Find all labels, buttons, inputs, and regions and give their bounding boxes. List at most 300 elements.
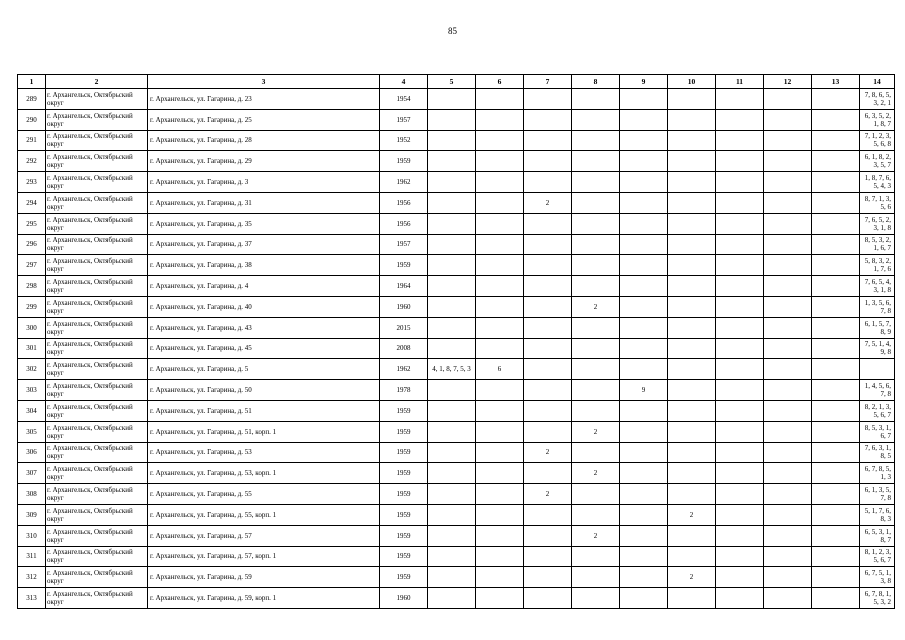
address-cell: г. Архангельск, ул. Гагарина, д. 3 <box>148 172 380 193</box>
col9-cell <box>620 484 668 505</box>
col13-cell <box>812 255 860 276</box>
col14-cell: 8, 7, 1, 3, 5, 6 <box>860 192 895 213</box>
year-cell: 2015 <box>380 317 428 338</box>
address-cell: г. Архангельск, ул. Гагарина, д. 53, корп. 1 <box>148 463 380 484</box>
col12-cell <box>764 338 812 359</box>
address-cell: г. Архангельск, ул. Гагарина, д. 55 <box>148 484 380 505</box>
address-cell: г. Архангельск, ул. Гагарина, д. 37 <box>148 234 380 255</box>
year-cell: 1959 <box>380 546 428 567</box>
col10-cell <box>668 421 716 442</box>
col11-cell <box>716 525 764 546</box>
col9-cell <box>620 89 668 110</box>
col10-cell <box>668 463 716 484</box>
col9-cell <box>620 338 668 359</box>
row-number-cell: 313 <box>18 588 46 609</box>
col13-cell <box>812 151 860 172</box>
col9-cell <box>620 504 668 525</box>
address-cell: г. Архангельск, ул. Гагарина, д. 40 <box>148 296 380 317</box>
col7-cell: 2 <box>524 484 572 505</box>
col14-cell: 5, 1, 7, 6, 8, 3 <box>860 504 895 525</box>
col6-cell <box>476 504 524 525</box>
row-number-cell: 293 <box>18 172 46 193</box>
col6-cell <box>476 296 524 317</box>
col5-cell: 4, 1, 8, 7, 5, 3 <box>428 359 476 380</box>
col5-cell <box>428 109 476 130</box>
col9-cell <box>620 151 668 172</box>
col7-cell <box>524 317 572 338</box>
col8-cell <box>572 338 620 359</box>
col7-cell <box>524 463 572 484</box>
col11-cell <box>716 317 764 338</box>
col10-cell <box>668 359 716 380</box>
col9-cell <box>620 567 668 588</box>
col10-cell <box>668 484 716 505</box>
col14-cell: 6, 7, 8, 1, 5, 3, 2 <box>860 588 895 609</box>
col7-cell <box>524 89 572 110</box>
district-cell: г. Архангельск, Октябрьский округ <box>46 525 148 546</box>
col11-cell <box>716 380 764 401</box>
district-cell: г. Архангельск, Октябрьский округ <box>46 359 148 380</box>
address-cell: г. Архангельск, ул. Гагарина, д. 55, корп. 1 <box>148 504 380 525</box>
col8-cell <box>572 234 620 255</box>
table-row <box>18 151 895 172</box>
col5-cell <box>428 213 476 234</box>
col8-cell <box>572 109 620 130</box>
col5-cell <box>428 588 476 609</box>
col14-cell: 7, 1, 2, 3, 5, 6, 8 <box>860 130 895 151</box>
col13-cell <box>812 296 860 317</box>
col11-cell <box>716 359 764 380</box>
col11-cell <box>716 567 764 588</box>
col12-cell <box>764 151 812 172</box>
col11-cell <box>716 151 764 172</box>
col9-cell <box>620 588 668 609</box>
district-cell: г. Архангельск, Октябрьский округ <box>46 400 148 421</box>
table-row <box>18 463 895 484</box>
col11-cell <box>716 588 764 609</box>
col12-cell <box>764 276 812 297</box>
header-cell: 8 <box>572 75 620 89</box>
district-cell: г. Архангельск, Октябрьский округ <box>46 89 148 110</box>
col14-cell: 6, 7, 8, 5, 1, 3 <box>860 463 895 484</box>
col8-cell: 2 <box>572 463 620 484</box>
col6-cell <box>476 317 524 338</box>
district-cell: г. Архангельск, Октябрьский округ <box>46 484 148 505</box>
col10-cell: 2 <box>668 567 716 588</box>
district-cell: г. Архангельск, Октябрьский округ <box>46 567 148 588</box>
col12-cell <box>764 192 812 213</box>
row-number-cell: 306 <box>18 442 46 463</box>
row-number-cell: 305 <box>18 421 46 442</box>
col7-cell <box>524 588 572 609</box>
col6-cell <box>476 172 524 193</box>
table-row <box>18 130 895 151</box>
district-cell: г. Архангельск, Октябрьский округ <box>46 151 148 172</box>
col11-cell <box>716 504 764 525</box>
district-cell: г. Архангельск, Октябрьский округ <box>46 234 148 255</box>
col14-cell: 7, 6, 3, 1, 8, 5 <box>860 442 895 463</box>
district-cell: г. Архангельск, Октябрьский округ <box>46 276 148 297</box>
district-cell: г. Архангельск, Октябрьский округ <box>46 380 148 401</box>
col7-cell <box>524 109 572 130</box>
col12-cell <box>764 421 812 442</box>
row-number-cell: 294 <box>18 192 46 213</box>
address-cell: г. Архангельск, ул. Гагарина, д. 38 <box>148 255 380 276</box>
col6-cell <box>476 255 524 276</box>
table-row <box>18 546 895 567</box>
address-cell: г. Архангельск, ул. Гагарина, д. 53 <box>148 442 380 463</box>
header-cell: 7 <box>524 75 572 89</box>
address-cell: г. Архангельск, ул. Гагарина, д. 45 <box>148 338 380 359</box>
col11-cell <box>716 109 764 130</box>
row-number-cell: 295 <box>18 213 46 234</box>
year-cell: 1959 <box>380 463 428 484</box>
col14-cell: 7, 8, 6, 5, 3, 2, 1 <box>860 89 895 110</box>
col6-cell <box>476 338 524 359</box>
col10-cell <box>668 130 716 151</box>
col13-cell <box>812 276 860 297</box>
col10-cell <box>668 442 716 463</box>
col10-cell <box>668 296 716 317</box>
col7-cell: 2 <box>524 442 572 463</box>
col6-cell <box>476 234 524 255</box>
col13-cell <box>812 89 860 110</box>
col14-cell: 6, 7, 5, 1, 3, 8 <box>860 567 895 588</box>
col8-cell: 2 <box>572 296 620 317</box>
col7-cell <box>524 338 572 359</box>
header-cell: 1 <box>18 75 46 89</box>
col12-cell <box>764 172 812 193</box>
district-cell: г. Архангельск, Октябрьский округ <box>46 463 148 484</box>
col5-cell <box>428 255 476 276</box>
col5-cell <box>428 484 476 505</box>
header-row <box>18 75 895 89</box>
col13-cell <box>812 400 860 421</box>
page-number: 85 <box>448 26 457 36</box>
col14-cell: 1, 8, 7, 6, 5, 4, 3 <box>860 172 895 193</box>
col8-cell <box>572 588 620 609</box>
col11-cell <box>716 546 764 567</box>
col6-cell <box>476 400 524 421</box>
col10-cell: 2 <box>668 504 716 525</box>
col9-cell <box>620 359 668 380</box>
district-cell: г. Архангельск, Октябрьский округ <box>46 588 148 609</box>
col13-cell <box>812 172 860 193</box>
row-number-cell: 297 <box>18 255 46 276</box>
col5-cell <box>428 296 476 317</box>
year-cell: 1954 <box>380 89 428 110</box>
col14-cell: 8, 2, 1, 3, 5, 6, 7 <box>860 400 895 421</box>
col12-cell <box>764 442 812 463</box>
col7-cell <box>524 525 572 546</box>
table-row <box>18 588 895 609</box>
col11-cell <box>716 276 764 297</box>
col11-cell <box>716 296 764 317</box>
row-number-cell: 303 <box>18 380 46 401</box>
year-cell: 1959 <box>380 504 428 525</box>
col12-cell <box>764 546 812 567</box>
year-cell: 1959 <box>380 442 428 463</box>
col12-cell <box>764 484 812 505</box>
col6-cell <box>476 421 524 442</box>
row-number-cell: 309 <box>18 504 46 525</box>
table-row <box>18 172 895 193</box>
address-cell: г. Архангельск, ул. Гагарина, д. 51, корп. 1 <box>148 421 380 442</box>
col6-cell: 6 <box>476 359 524 380</box>
col10-cell <box>668 380 716 401</box>
col10-cell <box>668 255 716 276</box>
table-row <box>18 276 895 297</box>
col6-cell <box>476 588 524 609</box>
col12-cell <box>764 380 812 401</box>
table-row <box>18 421 895 442</box>
row-number-cell: 311 <box>18 546 46 567</box>
col9-cell <box>620 276 668 297</box>
col6-cell <box>476 109 524 130</box>
col12-cell <box>764 359 812 380</box>
col7-cell <box>524 567 572 588</box>
col8-cell: 2 <box>572 421 620 442</box>
address-cell: г. Архангельск, ул. Гагарина, д. 23 <box>148 89 380 110</box>
col11-cell <box>716 463 764 484</box>
table-row <box>18 484 895 505</box>
col11-cell <box>716 234 764 255</box>
col7-cell <box>524 504 572 525</box>
col5-cell <box>428 546 476 567</box>
year-cell: 1960 <box>380 588 428 609</box>
col5-cell <box>428 130 476 151</box>
row-number-cell: 291 <box>18 130 46 151</box>
col9-cell <box>620 255 668 276</box>
col6-cell <box>476 89 524 110</box>
col6-cell <box>476 463 524 484</box>
col11-cell <box>716 484 764 505</box>
col5-cell <box>428 400 476 421</box>
header-cell: 5 <box>428 75 476 89</box>
col11-cell <box>716 89 764 110</box>
col13-cell <box>812 442 860 463</box>
row-number-cell: 302 <box>18 359 46 380</box>
col9-cell <box>620 546 668 567</box>
col10-cell <box>668 338 716 359</box>
col5-cell <box>428 504 476 525</box>
col9-cell <box>620 172 668 193</box>
header-cell: 3 <box>148 75 380 89</box>
col8-cell <box>572 213 620 234</box>
col11-cell <box>716 338 764 359</box>
col7-cell <box>524 130 572 151</box>
col13-cell <box>812 234 860 255</box>
col12-cell <box>764 317 812 338</box>
header-cell: 11 <box>716 75 764 89</box>
year-cell: 1962 <box>380 359 428 380</box>
col14-cell: 8, 1, 2, 3, 5, 6, 7 <box>860 546 895 567</box>
col6-cell <box>476 213 524 234</box>
table-row <box>18 504 895 525</box>
col9-cell <box>620 213 668 234</box>
col7-cell <box>524 400 572 421</box>
year-cell: 1957 <box>380 234 428 255</box>
col9-cell <box>620 109 668 130</box>
table-row <box>18 89 895 110</box>
address-cell: г. Архангельск, ул. Гагарина, д. 59 <box>148 567 380 588</box>
col12-cell <box>764 588 812 609</box>
address-cell: г. Архангельск, ул. Гагарина, д. 28 <box>148 130 380 151</box>
col7-cell <box>524 276 572 297</box>
table-body <box>18 89 895 609</box>
col9-cell: 9 <box>620 380 668 401</box>
col10-cell <box>668 234 716 255</box>
col9-cell <box>620 400 668 421</box>
header-cell: 4 <box>380 75 428 89</box>
col10-cell <box>668 109 716 130</box>
district-cell: г. Архангельск, Октябрьский округ <box>46 338 148 359</box>
address-cell: г. Архангельск, ул. Гагарина, д. 57 <box>148 525 380 546</box>
row-number-cell: 310 <box>18 525 46 546</box>
col7-cell <box>524 421 572 442</box>
district-cell: г. Архангельск, Октябрьский округ <box>46 546 148 567</box>
year-cell: 1964 <box>380 276 428 297</box>
col14-cell: 5, 8, 3, 2, 1, 7, 6 <box>860 255 895 276</box>
col13-cell <box>812 317 860 338</box>
district-cell: г. Архангельск, Октябрьский округ <box>46 130 148 151</box>
row-number-cell: 300 <box>18 317 46 338</box>
col8-cell <box>572 89 620 110</box>
col10-cell <box>668 317 716 338</box>
table-row <box>18 338 895 359</box>
col5-cell <box>428 192 476 213</box>
year-cell: 1959 <box>380 567 428 588</box>
col6-cell <box>476 484 524 505</box>
col7-cell: 2 <box>524 192 572 213</box>
col6-cell <box>476 276 524 297</box>
col5-cell <box>428 151 476 172</box>
address-cell: г. Архангельск, ул. Гагарина, д. 50 <box>148 380 380 401</box>
col12-cell <box>764 567 812 588</box>
col7-cell <box>524 213 572 234</box>
col11-cell <box>716 130 764 151</box>
col5-cell <box>428 338 476 359</box>
col7-cell <box>524 234 572 255</box>
col10-cell <box>668 89 716 110</box>
table-row <box>18 234 895 255</box>
table-row <box>18 380 895 401</box>
row-number-cell: 298 <box>18 276 46 297</box>
col10-cell <box>668 276 716 297</box>
col8-cell <box>572 151 620 172</box>
col7-cell <box>524 172 572 193</box>
col13-cell <box>812 130 860 151</box>
col13-cell <box>812 421 860 442</box>
year-cell: 1952 <box>380 130 428 151</box>
col8-cell <box>572 130 620 151</box>
table-row <box>18 400 895 421</box>
col9-cell <box>620 130 668 151</box>
col8-cell <box>572 276 620 297</box>
col11-cell <box>716 400 764 421</box>
col13-cell <box>812 380 860 401</box>
col12-cell <box>764 130 812 151</box>
col10-cell <box>668 172 716 193</box>
col5-cell <box>428 380 476 401</box>
col9-cell <box>620 442 668 463</box>
col12-cell <box>764 109 812 130</box>
col13-cell <box>812 192 860 213</box>
address-cell: г. Архангельск, ул. Гагарина, д. 43 <box>148 317 380 338</box>
col5-cell <box>428 234 476 255</box>
col8-cell <box>572 567 620 588</box>
col6-cell <box>476 151 524 172</box>
col13-cell <box>812 567 860 588</box>
col5-cell <box>428 89 476 110</box>
table-row <box>18 359 895 380</box>
col10-cell <box>668 151 716 172</box>
district-cell: г. Архангельск, Октябрьский округ <box>46 504 148 525</box>
address-cell: г. Архангельск, ул. Гагарина, д. 4 <box>148 276 380 297</box>
district-cell: г. Архангельск, Октябрьский округ <box>46 296 148 317</box>
year-cell: 1959 <box>380 255 428 276</box>
row-number-cell: 301 <box>18 338 46 359</box>
col7-cell <box>524 255 572 276</box>
col11-cell <box>716 255 764 276</box>
col6-cell <box>476 567 524 588</box>
col11-cell <box>716 213 764 234</box>
col7-cell <box>524 380 572 401</box>
col8-cell <box>572 546 620 567</box>
col9-cell <box>620 234 668 255</box>
col9-cell <box>620 317 668 338</box>
year-cell: 1956 <box>380 192 428 213</box>
col14-cell: 6, 5, 3, 1, 8, 7 <box>860 525 895 546</box>
col6-cell <box>476 525 524 546</box>
col7-cell <box>524 359 572 380</box>
district-cell: г. Архангельск, Октябрьский округ <box>46 109 148 130</box>
col13-cell <box>812 588 860 609</box>
col11-cell <box>716 192 764 213</box>
table-row <box>18 296 895 317</box>
col14-cell: 1, 4, 5, 6, 7, 8 <box>860 380 895 401</box>
col8-cell <box>572 255 620 276</box>
district-cell: г. Архангельск, Октябрьский округ <box>46 213 148 234</box>
col14-cell: 7, 6, 5, 2, 3, 1, 8 <box>860 213 895 234</box>
col8-cell <box>572 442 620 463</box>
col13-cell <box>812 484 860 505</box>
col7-cell <box>524 151 572 172</box>
col6-cell <box>476 546 524 567</box>
year-cell: 1957 <box>380 109 428 130</box>
col10-cell <box>668 588 716 609</box>
col8-cell: 2 <box>572 525 620 546</box>
row-number-cell: 289 <box>18 89 46 110</box>
table-row <box>18 109 895 130</box>
district-cell: г. Архангельск, Октябрьский округ <box>46 192 148 213</box>
col5-cell <box>428 276 476 297</box>
address-cell: г. Архангельск, ул. Гагарина, д. 29 <box>148 151 380 172</box>
col12-cell <box>764 296 812 317</box>
col6-cell <box>476 130 524 151</box>
col5-cell <box>428 317 476 338</box>
header-cell: 6 <box>476 75 524 89</box>
col5-cell <box>428 525 476 546</box>
col12-cell <box>764 525 812 546</box>
col12-cell <box>764 504 812 525</box>
col5-cell <box>428 442 476 463</box>
header-cell: 13 <box>812 75 860 89</box>
address-cell: г. Архангельск, ул. Гагарина, д. 25 <box>148 109 380 130</box>
year-cell: 2008 <box>380 338 428 359</box>
col10-cell <box>668 400 716 421</box>
col5-cell <box>428 567 476 588</box>
